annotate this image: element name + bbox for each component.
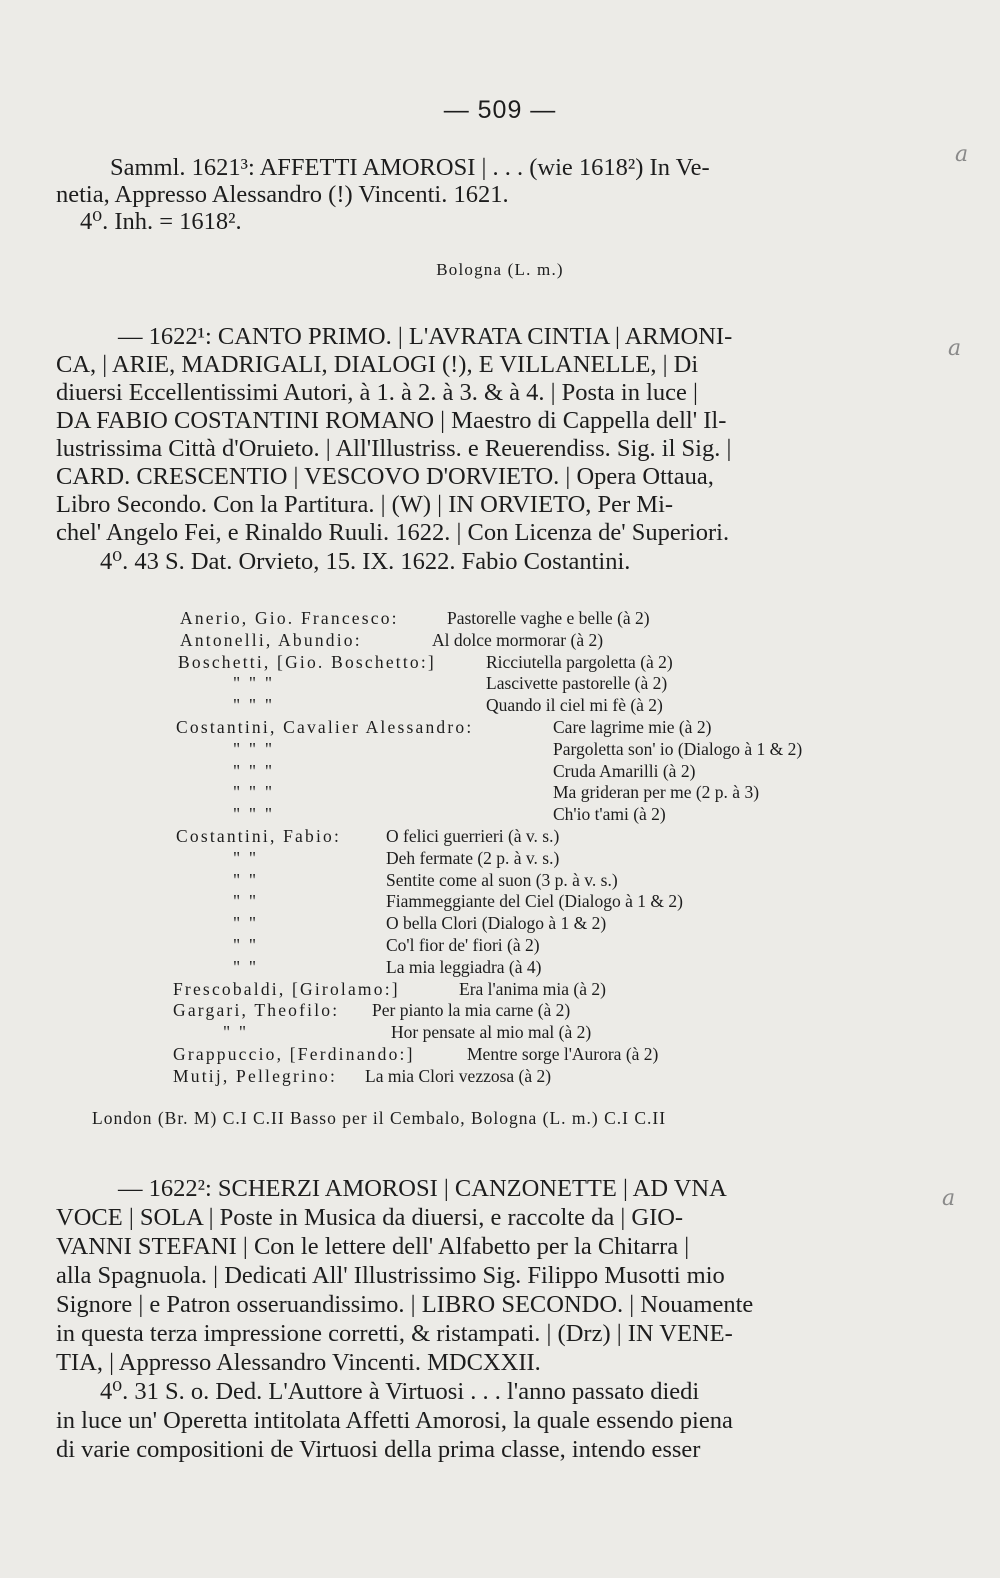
contents-composer: " " xyxy=(233,935,259,955)
contents-composer: Costantini, Fabio: xyxy=(176,826,342,846)
contents-title: Co'l fior de' fiori (à 2) xyxy=(386,935,540,955)
entry-line: CARD. CRESCENTIO | VESCOVO D'ORVIETO. | Opera Ottaua, xyxy=(56,463,714,490)
contents-composer: " " " xyxy=(233,760,275,781)
contents-composer: Antonelli, Abundio: xyxy=(180,629,362,650)
entry-line: TIA, | Appresso Alessandro Vincenti. MDCXXII. xyxy=(56,1349,541,1376)
contents-title: Era l'anima mia (à 2) xyxy=(459,978,606,999)
contents-title: Mentre sorge l'Aurora (à 2) xyxy=(467,1044,659,1064)
contents-title: Ma grideran per me (2 p. à 3) xyxy=(553,782,760,803)
entry-line: — 1622¹: CANTO PRIMO. | L'AVRATA CINTIA | ARMONI- xyxy=(118,323,733,350)
entry-line: netia, Appresso Alessandro (!) Vincenti. 1621. xyxy=(56,181,509,208)
contents-title: Ricciutella pargoletta (à 2) xyxy=(486,651,673,672)
entry-line: Libro Secondo. Con la Partitura. | (W) | IN ORVIETO, Per Mi- xyxy=(56,491,674,518)
entry-line: in luce un' Operetta intitolata Affetti Amorosi, la quale essendo piena xyxy=(56,1407,733,1434)
contents-title: Hor pensate al mio mal (à 2) xyxy=(391,1022,592,1043)
entry-line: VANNI STEFANI | Con le lettere dell' Alfabetto per la Chitarra | xyxy=(56,1233,690,1260)
contents-composer: Gargari, Theofilo: xyxy=(173,1000,340,1021)
entry-line: in questa terza impressione corretti, & ristampati. | (Drz) | IN VENE- xyxy=(56,1320,733,1347)
margin-note: a xyxy=(948,336,962,361)
contents-composer: Frescobaldi, [Girolamo:] xyxy=(173,978,400,999)
contents-title: Deh fermate (2 p. à v. s.) xyxy=(386,847,560,868)
contents-title: Fiammeggiante del Ciel (Dialogo à 1 & 2) xyxy=(386,891,683,912)
contents-title: Sentite come al suon (3 p. à v. s.) xyxy=(386,869,618,890)
contents-title: Per pianto la mia carne (à 2) xyxy=(372,1000,571,1021)
entry-line: 4⁰. 31 S. o. Ded. L'Auttore à Virtuosi . . . l'anno passato diedi xyxy=(100,1378,700,1405)
contents-title: Care lagrime mie (à 2) xyxy=(553,717,712,737)
entry-line: di varie compositioni de Virtuosi della prima classe, intendo esser xyxy=(56,1436,701,1463)
entry-line: 4⁰. Inh. = 1618². xyxy=(80,208,242,235)
margin-note: a xyxy=(955,142,969,167)
contents-composer: Grappuccio, [Ferdinando:] xyxy=(173,1044,415,1064)
contents-composer: " " xyxy=(233,891,259,912)
contents-composer: " " xyxy=(233,847,259,868)
contents-composer: " " " xyxy=(233,782,275,803)
contents-composer: " " " xyxy=(233,695,275,716)
contents-title: Lascivette pastorelle (à 2) xyxy=(486,673,668,694)
contents-composer: Boschetti, [Gio. Boschetto:] xyxy=(178,651,436,672)
entry-line: VOCE | SOLA | Poste in Musica da diuersi, e raccolte da | GIO- xyxy=(56,1204,684,1231)
contents-composer: " " xyxy=(233,869,259,890)
entry-line: CA, | ARIE, MADRIGALI, DIALOGI (!), E VILLANELLE, | Di xyxy=(56,351,699,378)
contents-title: Pargoletta son' io (Dialogo à 1 & 2) xyxy=(553,738,803,759)
contents-composer: " " " xyxy=(233,673,275,694)
contents-composer: Costantini, Cavalier Alessandro: xyxy=(176,717,474,737)
library-location: London (Br. M) C.I C.II Basso per il Cembalo, Bologna (L. m.) C.I C.II xyxy=(92,1108,667,1128)
contents-composer: " " " xyxy=(233,804,275,825)
page-number: — 509 — xyxy=(443,96,557,124)
entry-line: Signore | e Patron osseruandissimo. | LIBRO SECONDO. | Nouamente xyxy=(56,1291,754,1318)
contents-composer: " " xyxy=(223,1022,249,1043)
entry-line: 4⁰. 43 S. Dat. Orvieto, 15. IX. 1622. Fabio Costantini. xyxy=(100,548,631,575)
contents-title: Ch'io t'ami (à 2) xyxy=(553,804,666,825)
contents-title: Cruda Amarilli (à 2) xyxy=(553,760,696,781)
contents-title: O bella Clori (Dialogo à 1 & 2) xyxy=(386,913,607,934)
entry-line: alla Spagnuola. | Dedicati All' Illustrissimo Sig. Filippo Musotti mio xyxy=(56,1262,725,1289)
contents-title: Al dolce mormorar (à 2) xyxy=(432,629,604,650)
contents-composer: " " xyxy=(233,913,259,934)
contents-composer: Mutij, Pellegrino: xyxy=(173,1065,338,1086)
contents-composer: " " " xyxy=(233,738,275,759)
margin-note: a xyxy=(942,1186,956,1211)
contents-composer: " " xyxy=(233,956,259,977)
entry-line: lustrissima Città d'Oruieto. | All'Illustriss. e Reuerendiss. Sig. il Sig. | xyxy=(56,435,732,462)
contents-title: La mia Clori vezzosa (à 2) xyxy=(365,1065,552,1086)
contents-title: O felici guerrieri (à v. s.) xyxy=(386,826,560,846)
entry-line: — 1622²: SCHERZI AMOROSI | CANZONETTE | AD VNA xyxy=(118,1175,727,1202)
entry-line: diuersi Eccellentissimi Autori, à 1. à 2. à 3. & à 4. | Posta in luce | xyxy=(56,379,698,406)
library-location: Bologna (L. m.) xyxy=(436,260,564,279)
contents-title: Quando il ciel mi fè (à 2) xyxy=(486,695,663,716)
contents-title: La mia leggiadra (à 4) xyxy=(386,956,542,977)
entry-line: DA FABIO COSTANTINI ROMANO | Maestro di Cappella dell' Il- xyxy=(56,407,727,434)
contents-title: Pastorelle vaghe e belle (à 2) xyxy=(447,608,650,628)
entry-line: chel' Angelo Fei, e Rinaldo Ruuli. 1622. | Con Licenza de' Superiori. xyxy=(56,519,730,546)
contents-composer: Anerio, Gio. Francesco: xyxy=(180,608,399,628)
entry-line: Samml. 1621³: AFFETTI AMOROSI | . . . (wie 1618²) In Ve- xyxy=(110,154,710,181)
